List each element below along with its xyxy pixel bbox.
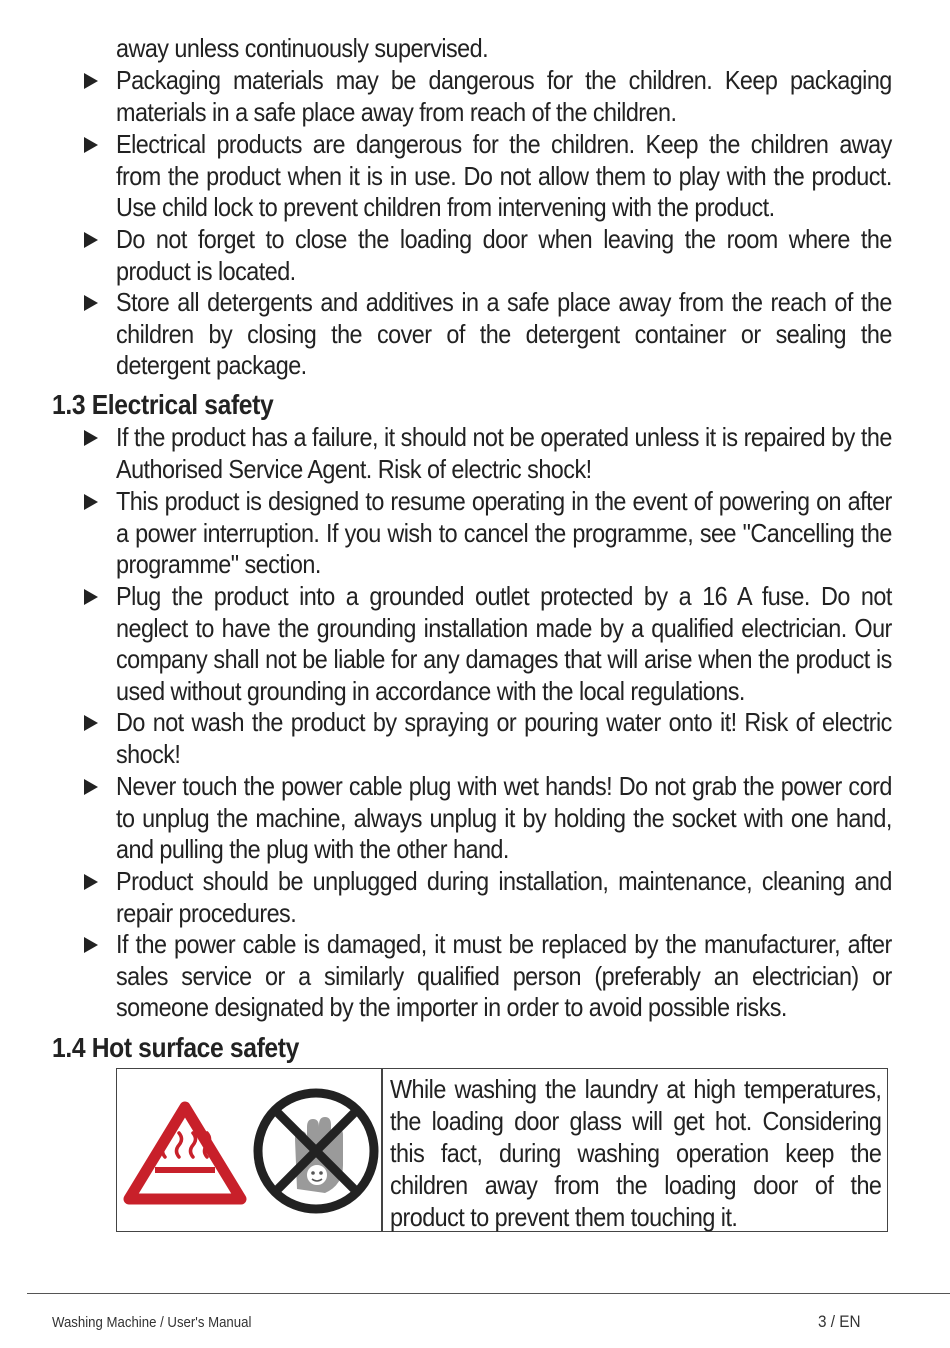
bullet-arrow-icon bbox=[84, 937, 98, 953]
list-item-text: Packaging materials may be dangerous for the children. Keep packaging materials in a safe place away from reach of the children. bbox=[116, 65, 892, 127]
bullet-arrow-icon bbox=[84, 715, 98, 731]
list-item-text: Store all detergents and additives in a safe place away from the reach of the children by closing the cover of the detergent container or sealing the detergent package. bbox=[116, 287, 892, 381]
section-heading-hot-surface: 1.4 Hot surface safety bbox=[52, 1032, 299, 1063]
list-item-text: Do not forget to close the loading door when leaving the room where the product is located. bbox=[116, 224, 892, 286]
footer-document-title: Washing Machine / User's Manual bbox=[52, 1314, 252, 1331]
bullet-arrow-icon bbox=[84, 589, 98, 605]
bullet-arrow-icon bbox=[84, 779, 98, 795]
hot-surface-warning-box bbox=[116, 1068, 888, 1232]
bullet-arrow-icon bbox=[84, 73, 98, 89]
bullet-arrow-icon bbox=[84, 232, 98, 248]
bullet-arrow-icon bbox=[84, 137, 98, 153]
list-item-text: If the product has a failure, it should not be operated unless it is repaired by the Authorised Service Agent. Risk of electric shock! bbox=[116, 422, 892, 484]
bullet-arrow-icon bbox=[84, 874, 98, 890]
list-item-text: If the power cable is damaged, it must be replaced by the manufacturer, after sales service or a similarly qualified person (preferably an electrician) or someone designated by the importer in order to avoid possible risks. bbox=[116, 929, 892, 1023]
warning-icons-svg bbox=[117, 1069, 381, 1233]
bullet-arrow-icon bbox=[84, 430, 98, 446]
hot-surface-warning-icon bbox=[129, 1107, 241, 1199]
list-item-text: Never touch the power cable plug with wet hands! Do not grab the power cord to unplug the machine, always unplug it by holding the socket with one hand, and pulling the plug with the other hand. bbox=[116, 771, 892, 865]
hot-surface-warning-text: While washing the laundry at high temperatures, the loading door glass will get hot. Considering this fact, during washing operation keep the children away from the loading door of the product to prevent them touching it. bbox=[390, 1074, 882, 1232]
footer-rule bbox=[27, 1293, 950, 1294]
warning-icons bbox=[117, 1069, 381, 1231]
footer-page-number: 3 / EN bbox=[818, 1312, 861, 1331]
section-heading-electrical: 1.3 Electrical safety bbox=[52, 389, 274, 420]
no-touch-children-icon bbox=[258, 1093, 374, 1209]
warning-box-divider bbox=[381, 1069, 383, 1231]
list-item-text: Do not wash the product by spraying or pouring water onto it! Risk of electric shock! bbox=[116, 707, 892, 769]
list-item-text: Product should be unplugged during installation, maintenance, cleaning and repair procedures. bbox=[116, 866, 892, 928]
list-item-text: Plug the product into a grounded outlet protected by a 16 A fuse. Do not neglect to have the grounding installation made by a qualified electrician. Our company shall not be liable for any damages that will arise when the product is used without grounding in accordance with the local regulations. bbox=[116, 581, 892, 707]
bullet-arrow-icon bbox=[84, 494, 98, 510]
bullet-arrow-icon bbox=[84, 295, 98, 311]
list-item-text: Electrical products are dangerous for the children. Keep the children away from the product when it is in use. Do not allow them to play with the product. Use child lock to prevent children from intervening with the product. bbox=[116, 129, 892, 223]
continued-text: away unless continuously supervised. bbox=[116, 33, 489, 63]
list-item-text: This product is designed to resume operating in the event of powering on after a power interruption. If you wish to cancel the programme, see "Cancelling the programme" section. bbox=[116, 486, 892, 580]
